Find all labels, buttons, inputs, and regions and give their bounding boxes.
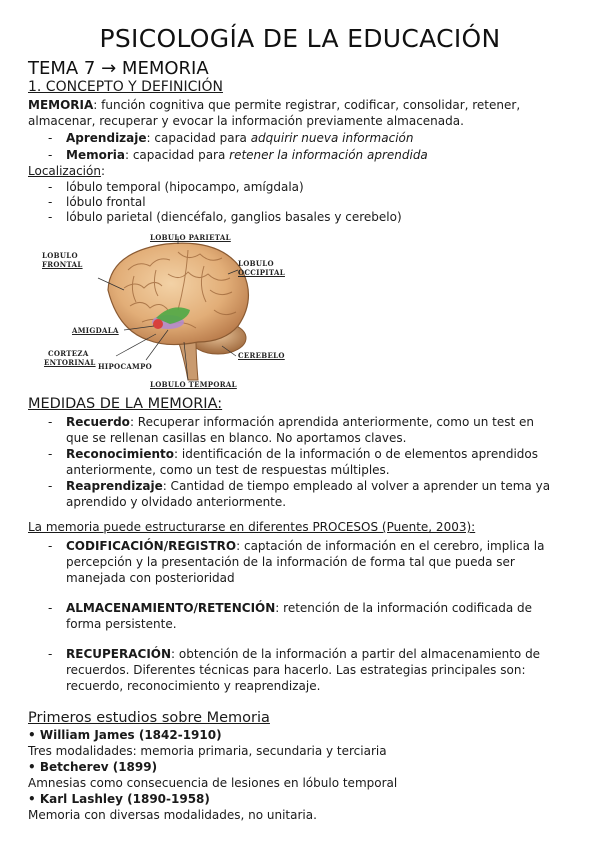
topic-heading: TEMA 7 → MEMORIA bbox=[28, 58, 209, 79]
label-lobulo-frontal-2: FRONTAL bbox=[42, 260, 83, 269]
list-item-recuperacion: - RECUPERACIÓN: obtención de la información a partir del almacenamiento de recuerdos. Diferentes técnicas para hacerlo. Las estrategias principales son: recuerdo, reconocimiento y reaprendizaje. bbox=[48, 647, 541, 693]
label-lobulo-occipital-2: OCCIPITAL bbox=[238, 268, 285, 277]
section-heading-concepto: 1. CONCEPTO Y DEFINICIÓN bbox=[28, 79, 223, 95]
list-item-reconocimiento: - Reconocimiento: identificación de la información o de elementos aprendidos anteriormente, como un test de respuestas múltiples. bbox=[48, 447, 539, 477]
document-page: PSICOLOGÍA DE LA EDUCACIÓN TEMA 7 → MEMORIA 1. CONCEPTO Y DEFINICIÓN MEMORIA: función cognitiva que permite registrar, codificar, consolidar, retener, almacenar, recuperar y evocar la información previamente almacenada. - Aprendizaje: capacidad para adquirir nueva información - Memoria: capacidad para retener la información aprendida Localización: - lóbulo temporal (hipocampo, amígdala) - lóbulo frontal - lóbulo parietal (diencéfalo, ganglios basales y cerebelo) LOBULO PARIETAL LOBULO FRONTAL LOBULO OCCIPITAL AMIGDALA CORTEZA ENTORINAL HIPOCAMPO CEREBELO LOBULO TEMPORAL MEDIDAS DE LA MEMORIA: - Recuerdo: Recuperar información aprendida anteriormente, como un test en que se rellenan casillas en blanco. No aportamos claves. - Reconocimiento: identificación de la información o de elementos aprendidos anteriormente, como un test de respuestas múltiples. - Reaprendizaje: Cantidad de tiempo empleado al volver a aprender un tema ya aprendido y olvidado anteriormente. La memoria puede estructurarse en diferentes PROCESOS (Puente, 2003): - CODIFICACIÓN/REGISTRO: captación de información en el cerebro, implica la percepción y la presentación de la información de forma tal que pueda ser manejada con posterioridad - ALMACENAMIENTO/RETENCIÓN: retención de la información codificada de forma persistente. - RECUPERACIÓN: obtención de la información a partir del almacenamiento de recuerdos. Diferentes técnicas para hacerlo. Las estrategias principales son: recuerdo, reconocimiento y reaprendizaje. Primeros estudios sobre Memoria • William James (1842-1910) Tres modalidades: memoria primaria, secundaria y terciaria • Betcherev (1899) Amnesias como consecuencia de lesiones en lóbulo temporal • Karl Lashley (1890-1958) Memoria con diversas modalidades, no unitaria. bbox=[0, 0, 600, 848]
memoria-definition bbox=[28, 97, 576, 129]
label-lobulo-occipital-1: LOBULO bbox=[238, 259, 274, 268]
brain-diagram bbox=[38, 230, 298, 392]
memoria-def-line2: almacenar, recuperar y evocar la información previamente almacenada. bbox=[28, 114, 464, 128]
label-corteza-2: ENTORINAL bbox=[44, 358, 96, 367]
label-hipocampo: HIPOCAMPO bbox=[98, 362, 153, 371]
localizacion-label: Localización: bbox=[28, 164, 106, 178]
label-lobulo-temporal: LOBULO TEMPORAL bbox=[150, 380, 237, 389]
page-title: PSICOLOGÍA DE LA EDUCACIÓN bbox=[99, 24, 501, 53]
memoria-term: MEMORIA bbox=[28, 98, 94, 112]
list-item-codificacion: - CODIFICACIÓN/REGISTRO: captación de información en el cerebro, implica la percepción y la presentación de la información de forma tal que pueda ser manejada con posterioridad bbox=[48, 539, 545, 585]
list-item-almacenamiento: - ALMACENAMIENTO/RETENCIÓN: retención de la información codificada de forma persistente. bbox=[48, 601, 533, 631]
section-heading-primeros: Primeros estudios sobre Memoria bbox=[28, 710, 270, 726]
label-amigdala: AMIGDALA bbox=[72, 326, 119, 335]
label-lobulo-frontal-1: LOBULO bbox=[42, 251, 78, 260]
entry-betcherev: • Betcherev (1899) Amnesias como consecuencia de lesiones en lóbulo temporal bbox=[28, 760, 398, 790]
label-corteza-1: CORTEZA bbox=[48, 349, 89, 358]
label-lobulo-parietal: LOBULO PARIETAL bbox=[150, 233, 231, 242]
section-heading-medidas: MEDIDAS DE LA MEMORIA: bbox=[28, 396, 223, 412]
list-item-recuerdo: - Recuerdo: Recuperar información aprendida anteriormente, como un test en que se rellenan casillas en blanco. No aportamos claves. bbox=[48, 415, 534, 445]
list-item-reaprendizaje: - Reaprendizaje: Cantidad de tiempo empleado al volver a aprender un tema ya aprendido y olvidado anteriormente. bbox=[48, 479, 551, 509]
entry-karl-lashley: • Karl Lashley (1890-1958) Memoria con diversas modalidades, no unitaria. bbox=[28, 792, 317, 822]
memoria-def-line1: : función cognitiva que permite registrar, codificar, consolidar, retener, bbox=[93, 98, 521, 112]
section-heading-procesos: La memoria puede estructurarse en diferentes PROCESOS (Puente, 2003): bbox=[28, 520, 476, 534]
label-cerebelo: CEREBELO bbox=[238, 351, 285, 360]
entry-william-james: • William James (1842-1910) Tres modalidades: memoria primaria, secundaria y terciaria bbox=[28, 728, 387, 758]
